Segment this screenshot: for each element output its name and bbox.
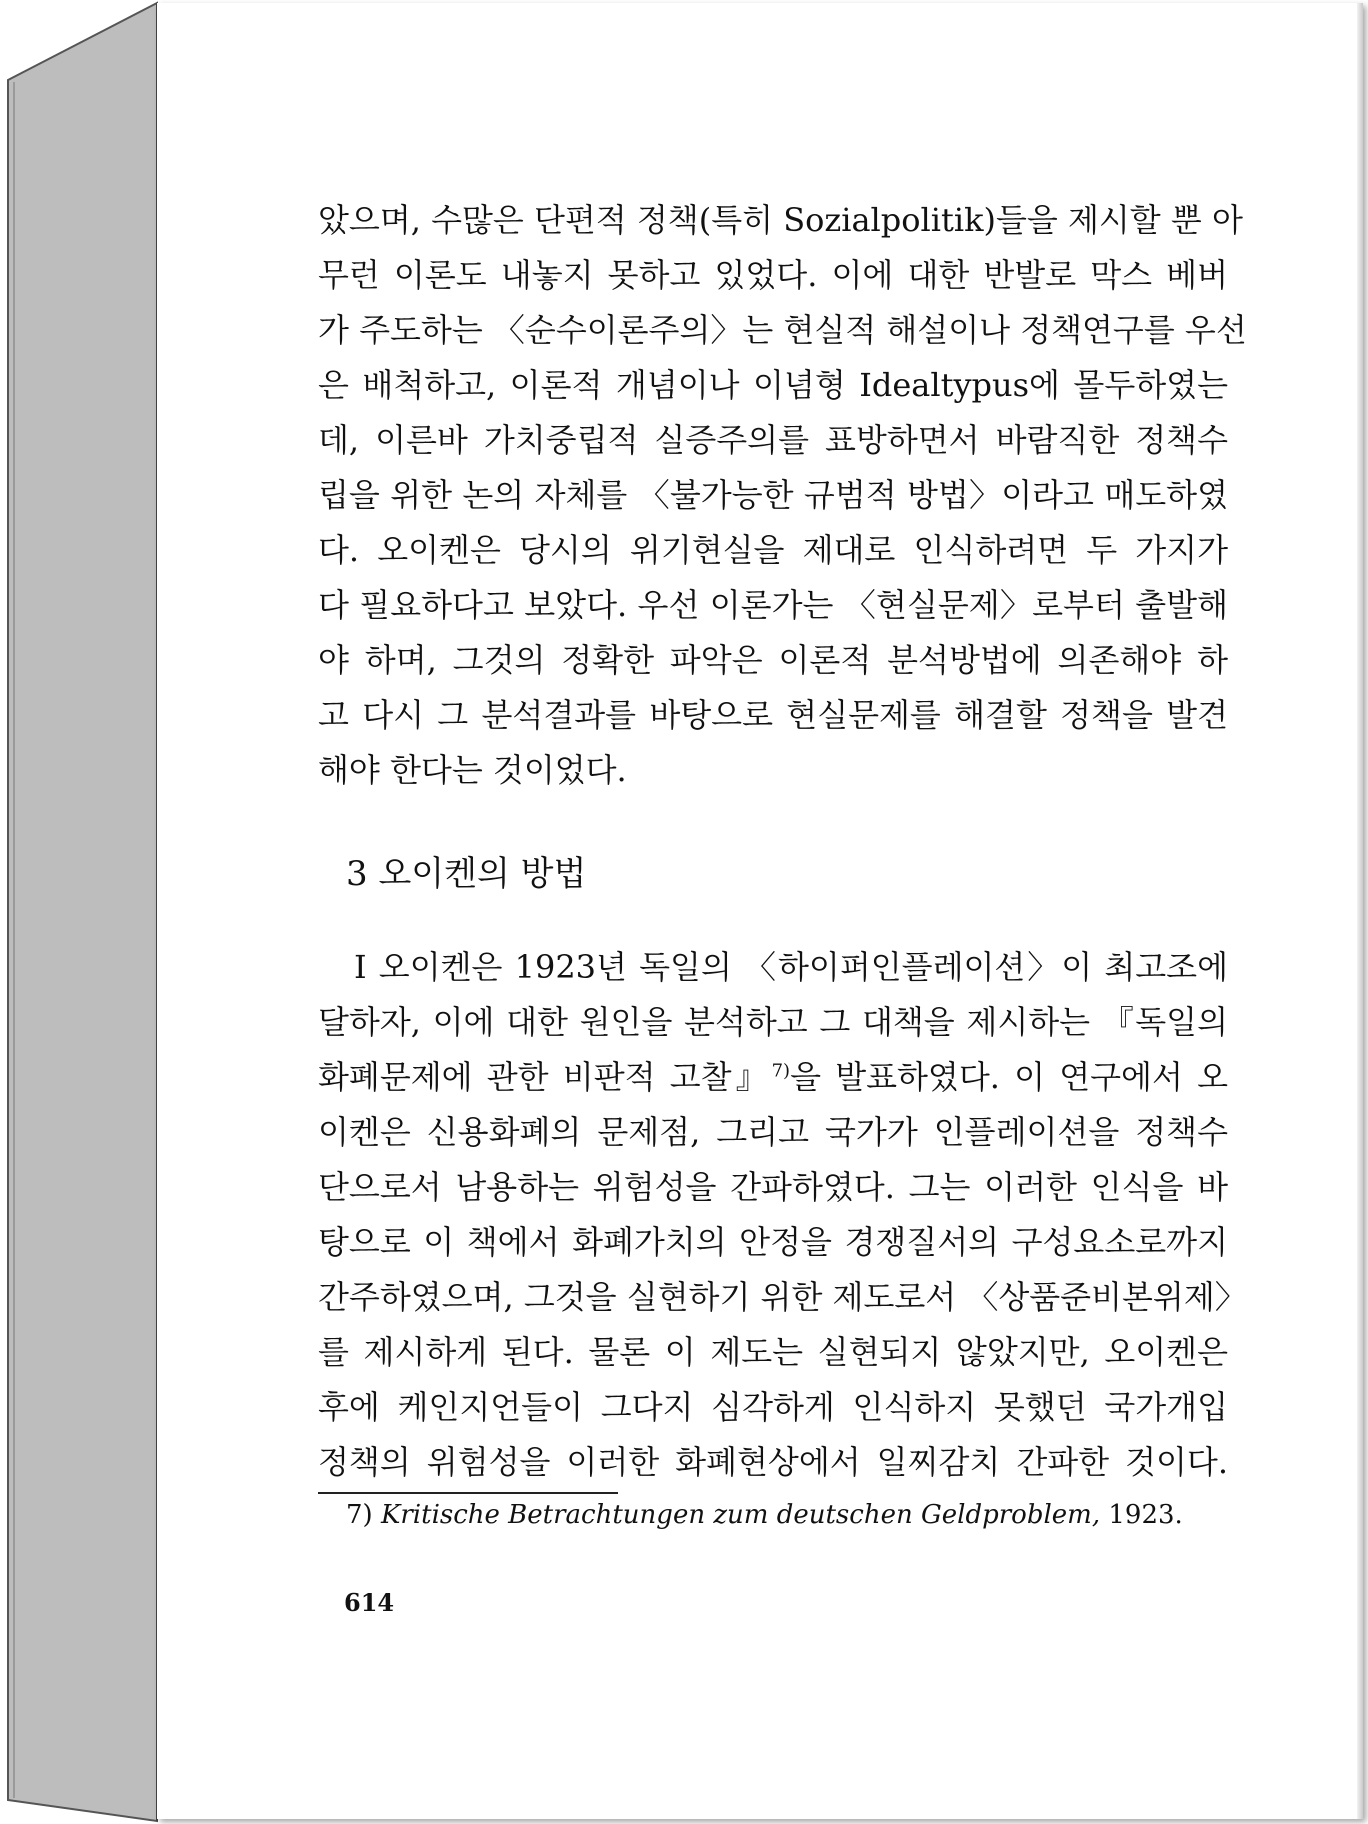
text-line: 다 필요하다고 보았다. 우선 이론가는 〈현실문제〉로부터 출발해: [318, 586, 1228, 624]
text-line: 다. 오이켄은 당시의 위기현실을 제대로 인식하려면 두 가지가: [318, 531, 1228, 569]
footnote: [346, 1500, 1183, 1530]
text-line: 았으며, 수많은 단편적 정책(특히 Sozialpolitik)들을 제시할 뿐 아: [318, 201, 1243, 239]
text-line: 무런 이론도 내놓지 못하고 있었다. 이에 대한 반발로 막스 베버: [318, 256, 1228, 294]
page-edge: [1357, 3, 1363, 1819]
section-heading: 3 오이켄의 방법: [346, 854, 587, 894]
text-line: 간주하였으며, 그것을 실현하기 위한 제도로서 〈상품준비본위제〉: [318, 1278, 1247, 1316]
text-line: 단으로서 남용하는 위험성을 간파하였다. 그는 이러한 인식을 바: [318, 1168, 1228, 1206]
footnote-marker: 7): [346, 1500, 373, 1530]
text-line: 데, 이른바 가치중립적 실증주의를 표방하면서 바람직한 정책수: [318, 421, 1228, 459]
text-line: 를 제시하게 된다. 물론 이 제도는 실현되지 않았지만, 오이켄은: [318, 1333, 1228, 1371]
text-line: 탕으로 이 책에서 화폐가치의 안정을 경쟁질서의 구성요소로까지: [318, 1223, 1228, 1261]
text-line: 가 주도하는 〈순수이론주의〉는 현실적 해설이나 정책연구를 우선: [318, 311, 1247, 349]
text-segment: 화폐문제에 관한 비판적 고찰』: [318, 1058, 772, 1096]
text-line: 야 하며, 그것의 정확한 파악은 이론적 분석방법에 의존해야 하: [318, 641, 1228, 679]
text-line: 달하자, 이에 대한 원인을 분석하고 그 대책을 제시하는 『독일의: [318, 1003, 1228, 1041]
text-line: 후에 케인지언들이 그다지 심각하게 인식하지 못했던 국가개입: [318, 1388, 1228, 1426]
paragraph-continued: [318, 193, 1247, 798]
text-segment: 을 발표하였다. 이 연구에서 오: [790, 1058, 1228, 1096]
text-line: 정책의 위험성을 이러한 화폐현상에서 일찌감치 간파한 것이다.: [318, 1443, 1228, 1481]
page-number: 614: [344, 1588, 395, 1617]
footnote-year: 1923.: [1108, 1500, 1183, 1530]
footnote-divider: [318, 1492, 618, 1494]
footnote-title: Kritische Betrachtungen zum deutschen Geldproblem,: [380, 1500, 1101, 1530]
text-line: 이켄은 신용화폐의 문제점, 그리고 국가가 인플레이션을 정책수: [318, 1113, 1228, 1151]
text-line-with-footnote-ref: [318, 1050, 1228, 1105]
text-line: 고 다시 그 분석결과를 바탕으로 현실문제를 해결할 정책을 발견: [318, 696, 1228, 734]
text-line: 립을 위한 논의 자체를 〈불가능한 규범적 방법〉이라고 매도하였: [318, 476, 1228, 514]
text-line: 은 배척하고, 이론적 개념이나 이념형 Idealtypus에 몰두하였는: [318, 366, 1228, 404]
paragraph-section-body: [318, 940, 1247, 1490]
text-line: 해야 한다는 것이었다.: [318, 751, 627, 789]
text-line: I 오이켄은 1923년 독일의 〈하이퍼인플레이션〉이 최고조에: [354, 948, 1228, 986]
footnote-reference: 7): [771, 1060, 791, 1082]
